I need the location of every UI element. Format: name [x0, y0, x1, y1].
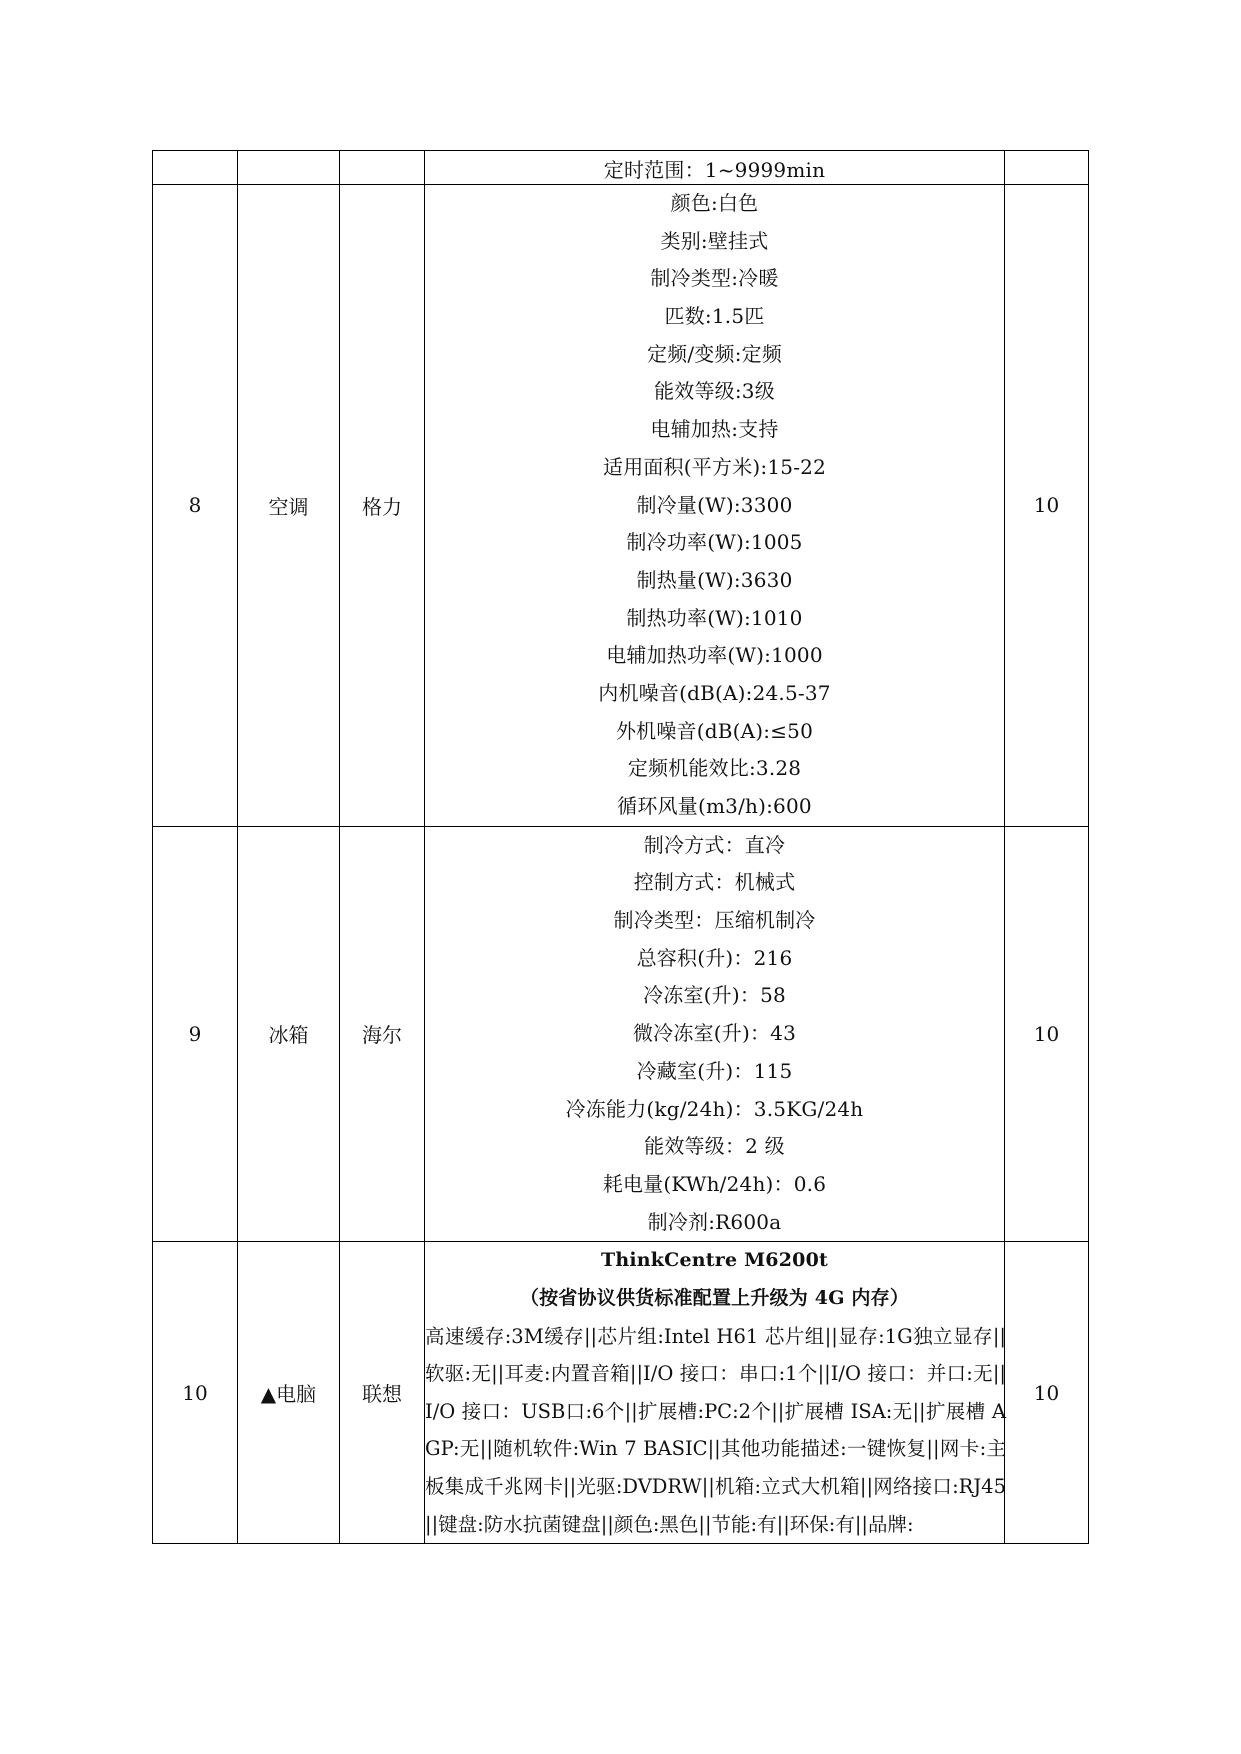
spec-line: 循环风量(m3/h):600 — [617, 794, 812, 818]
table-row — [153, 185, 1089, 827]
cell-qty — [1005, 151, 1089, 185]
cell-brand: 联想 — [340, 1242, 425, 1544]
spec-line: 制冷方式：直冷 — [643, 832, 786, 857]
spec-line: 内机噪音(dB(A):24.5-37 — [598, 680, 831, 705]
spec-line: 冷冻能力(kg/24h)：3.5KG/24h — [565, 1096, 864, 1121]
cell-name: 冰箱 — [238, 826, 340, 1242]
spec-line: 总容积(升)：216 — [636, 945, 793, 970]
model-title: ThinkCentre M6200t — [601, 1249, 828, 1272]
cell-no — [153, 151, 238, 185]
spec-line: 电辅加热功率(W):1000 — [606, 643, 823, 668]
spec-table — [152, 150, 1089, 1544]
spec-line: 制冷功率(W):1005 — [626, 530, 803, 555]
spec-line: 耗电量(KWh/24h)：0.6 — [602, 1171, 827, 1196]
spec-line: 定频机能效比:3.28 — [627, 756, 802, 781]
cell-no: 9 — [153, 826, 238, 1242]
spec-paragraph: 高速缓存:3M缓存||芯片组:Intel H61 芯片组||显存:1G独立显存||软驱:无||耳麦:内置音箱||I/O 接口：串口:1个||I/O 接口：并口:无||I/O 接口：USB口:6个||扩展槽:PC:2个||扩展槽 ISA:无||扩展槽 AGP:无||随机软件:Win 7 BASIC||其他功能描述:一键恢复||网卡:主板集成千兆网卡||光驱:DVDRW||机箱:立式大机箱||网络接口:RJ45||键盘:防水抗菌键盘||颜色:黑色||节能:有||环保:有||品牌: — [425, 1324, 1006, 1536]
cell-qty: 10 — [1005, 1242, 1089, 1544]
spec-line: 定频/变频:定频 — [646, 341, 783, 366]
table-row — [153, 151, 1089, 185]
spec-line: 外机噪音(dB(A):≤50 — [615, 718, 814, 743]
spec-line: 制冷类型:冷暖 — [650, 266, 779, 291]
table-row — [153, 1242, 1089, 1544]
spec-line: 制冷量(W):3300 — [636, 492, 793, 517]
spec-line: 定时范围：1~9999min — [603, 158, 826, 182]
spec-line: 能效等级:3级 — [654, 379, 775, 404]
spec-line: 类别:壁挂式 — [660, 228, 769, 253]
cell-brand: 海尔 — [340, 826, 425, 1242]
spec-line: 制热功率(W):1010 — [626, 605, 803, 630]
cell-no: 10 — [153, 1242, 238, 1544]
cell-desc — [425, 151, 1005, 185]
cell-brand — [340, 151, 425, 185]
cell-qty: 10 — [1005, 826, 1089, 1242]
spec-line: 制冷剂:R600a — [647, 1209, 782, 1234]
cell-desc — [425, 1242, 1005, 1544]
spec-line: 适用面积(平方米):15-22 — [603, 454, 826, 479]
spec-line: 控制方式：机械式 — [633, 870, 796, 895]
spec-line: 匹数:1.5匹 — [664, 304, 765, 329]
spec-line: 制热量(W):3630 — [636, 567, 793, 592]
cell-no: 8 — [153, 185, 238, 827]
spec-line: 颜色:白色 — [670, 191, 759, 215]
spec-line: 电辅加热:支持 — [650, 417, 779, 442]
cell-qty: 10 — [1005, 185, 1089, 827]
cell-desc — [425, 826, 1005, 1242]
cell-name — [238, 151, 340, 185]
cell-brand: 格力 — [340, 185, 425, 827]
spec-line: 能效等级：2 级 — [644, 1134, 785, 1159]
spec-line: 制冷类型：压缩机制冷 — [613, 908, 816, 933]
cell-desc — [425, 185, 1005, 827]
spec-line: 冷藏室(升)：115 — [636, 1058, 793, 1083]
spec-line: 微冷冻室(升)：43 — [632, 1021, 797, 1046]
table-row — [153, 826, 1089, 1242]
cell-name: ▲电脑 — [238, 1242, 340, 1544]
cell-name: 空调 — [238, 185, 340, 827]
spec-line: 冷冻室(升)：58 — [643, 983, 786, 1008]
config-note: （按省协议供货标准配置上升级为 4G 内存） — [519, 1286, 910, 1309]
